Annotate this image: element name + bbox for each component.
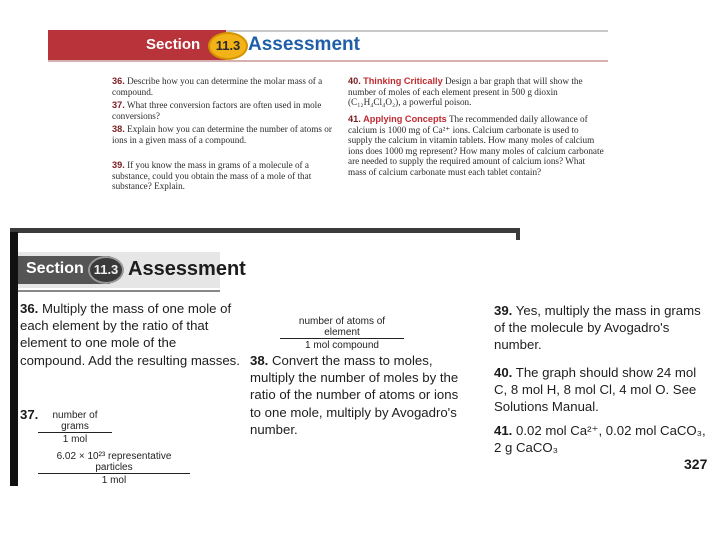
assessment-title: Assessment: [248, 34, 360, 55]
answer-assessment-title: Assessment: [128, 258, 246, 280]
section-number-badge: 11.3: [208, 32, 248, 60]
scan-border-left: [10, 232, 18, 486]
question-40: 40. Thinking Critically Design a bar graph that will show the number of moles of each element present in 500 g dioxin (C₁₂H₄Cl₄O₂), a powerful poison.: [348, 76, 583, 108]
answer-41: 41. 0.02 mol Ca²⁺, 0.02 mol CaCO₃, 2 g CaCO₃: [494, 423, 706, 456]
answer-39: 39. Yes, multiply the mass in grams of the molecule by Avogadro's number.: [494, 303, 701, 353]
answer-38: 38. Convert the mass to moles, multiply the number of moles by the ratio of the number of atoms or ions to one mole, multiply by Avogadro's number.: [250, 353, 459, 437]
fraction-grams-per-mole: number of grams 1 mol: [38, 410, 112, 445]
section-label: Section: [146, 36, 201, 53]
answer-40: 40. The graph should show 24 mol C, 8 mol H, 8 mol Cl, 4 mol O. See Solutions Manual.: [494, 365, 697, 415]
scan-border-corner: [516, 228, 520, 240]
question-36: 36. Describe how you can determine the molar mass of a compound.: [112, 76, 323, 97]
answer-37-number: 37.: [20, 407, 39, 422]
answer-banner-rule: [18, 290, 220, 292]
page-number: 327: [684, 456, 708, 472]
question-39: 39. If you know the mass in grams of a molecule of a substance, could you obtain the mass of a mole of that substance? Explain.: [112, 160, 312, 192]
question-38: 38. Explain how you can determine the number of atoms or ions in a given mass of a compound.: [112, 124, 332, 145]
scan-border-top: [10, 228, 520, 233]
textbook-assessment-section: [48, 30, 608, 235]
question-37: 37. What three conversion factors are often used in mole conversions?: [112, 100, 322, 121]
fraction-particles-per-mole: 6.02 × 10²³ representative particles 1 mol: [38, 451, 190, 486]
fraction-atoms-per-compound: number of atoms of element 1 mol compound: [280, 316, 404, 351]
answer-section-label: Section: [26, 260, 84, 277]
answer-section-number-badge: 11.3: [88, 256, 124, 284]
answer-36: 36. Multiply the mass of one mole of each element by the ratio of that element to one mole of the compound. Add the resulting masses.: [20, 301, 240, 368]
question-41: 41. Applying Concepts The recommended daily allowance of calcium is 1000 mg of Ca²⁺ ions. Calcium carbonate is used to supply the calcium in vitamin tablets. How many moles of calcium ions does 1000 mg represent? How many moles of calcium carbonate are needed to supply the required amount of calcium ions? What mass of calcium carbonate must each tablet contain?: [348, 114, 604, 177]
